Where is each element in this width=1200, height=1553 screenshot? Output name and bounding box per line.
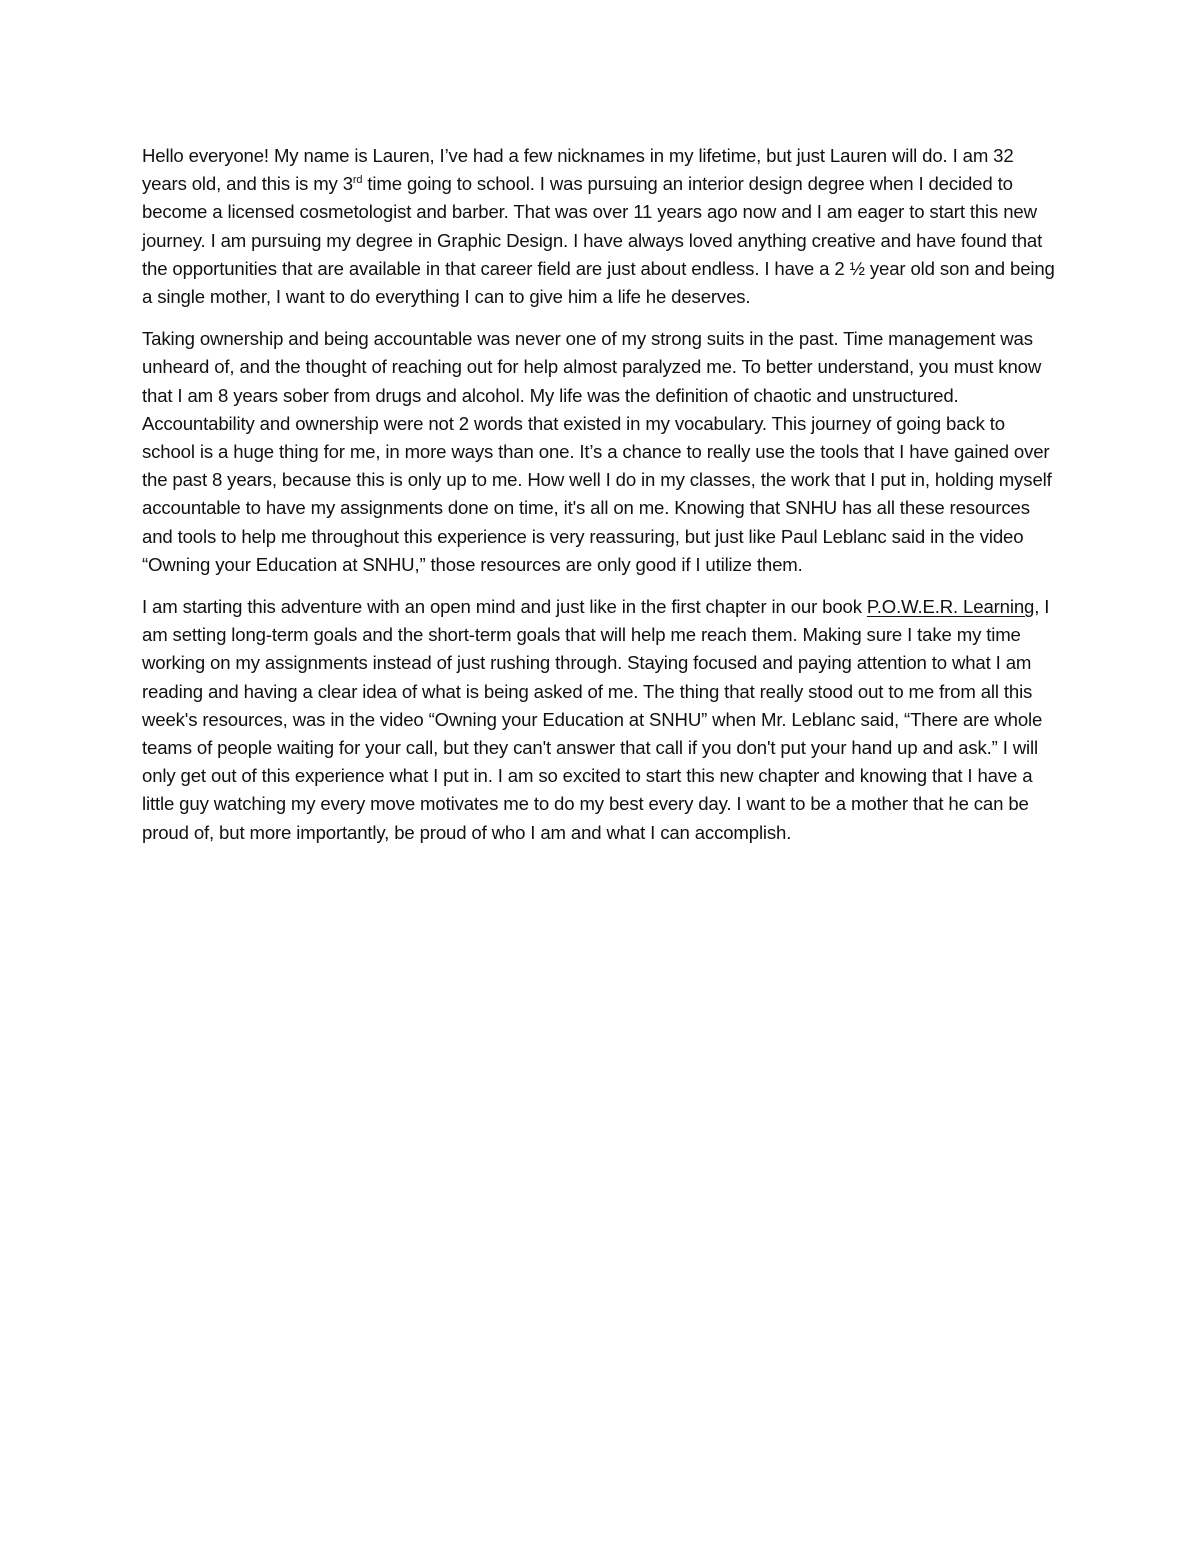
goals-text-start: I am starting this adventure with an open mind and just like in the first chapter in our book	[142, 596, 867, 618]
intro-text-start: Hello everyone! My name is Lauren, I’ve had a few nicknames in my lifetime, but just Lauren will do. I am 32 years old, and this is my 3	[142, 145, 1014, 195]
ordinal-suffix: rd	[352, 174, 363, 187]
paragraph-accountability: Taking ownership and being accountable was never one of my strong suits in the past. Time management was unheard of, and the thought of reaching out for help almost paralyzed me. To better understand, you must know that I am 8 years sober from drugs and alcohol. My life was the definition of chaotic and unstructured. Accountability and ownership were not 2 words that existed in my vocabulary. This journey of going back to school is a huge thing for me, in more ways than one. It’s a chance to really use the tools that I have gained over the past 8 years, because this is only up to me. How well I do in my classes, the work that I put in, holding myself accountable to have my assignments done on time, it's all on me. Knowing that SNHU has all these resources and tools to help me throughout this experience is very reassuring, but just like Paul Leblanc said in the video “Owning your Education at SNHU,” those resources are only good if I utilize them.	[142, 328, 1052, 575]
intro-text-end: time going to school. I was pursuing an interior design degree when I decided to become a licensed cosmetologist and barber. That was over 11 years ago now and I am eager to start this new journey. I am pursuing my degree in Graphic Design. I have always loved anything creative and have found that the opportunities that are available in that career field are just about endless. I have a 2 ½ year old son and being a single mother, I want to do everything I can to give him a life he deserves.	[142, 173, 1055, 308]
paragraph-introduction	[142, 142, 1060, 311]
book-title: P.O.W.E.R. Learning	[866, 596, 1035, 618]
goals-text-end: , I am setting long-term goals and the short-term goals that will help me reach them. Making sure I take my time working on my assignments instead of just rushing through. Staying focused and paying attention to what I am reading and having a clear idea of what is being asked of me. The thing that really stood out to me from all this week's resources, was in the video “Owning your Education at SNHU” when Mr. Leblanc said, “There are whole teams of people waiting for your call, but they can't answer that call if you don't put your hand up and ask.” I will only get out of this experience what I put in. I am so excited to start this new chapter and knowing that I have a little guy watching my every move motivates me to do my best every day. I want to be a mother that he can be proud of, but more importantly, be proud of who I am and what I can accomplish.	[142, 596, 1050, 843]
paragraph-goals	[142, 593, 1060, 847]
document-body	[142, 142, 1060, 861]
